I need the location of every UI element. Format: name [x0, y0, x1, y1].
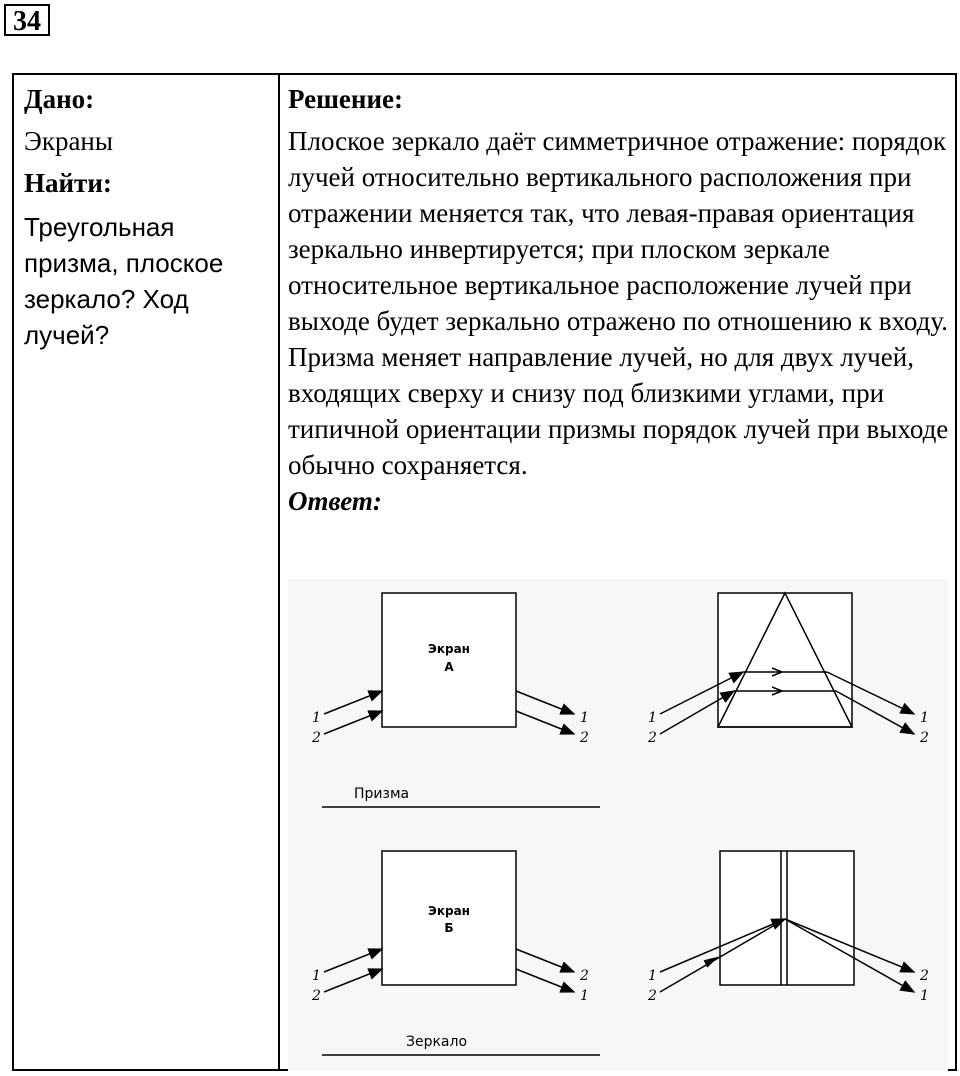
ray-1-in-a: [324, 691, 382, 714]
label-2-in-a: 2: [312, 730, 321, 746]
answer-label: Ответ:: [288, 486, 382, 516]
screen-a-line2: А: [444, 660, 454, 674]
caption-mirror: Зеркало: [406, 1034, 468, 1050]
label-1-in-prism: 1: [648, 710, 657, 726]
label-1-in-mirror: 1: [648, 968, 657, 984]
label-1-out-b: 1: [580, 988, 589, 1004]
screen-a-line1: Экран: [428, 642, 470, 656]
label-2-in-prism: 2: [648, 730, 657, 746]
given-text: Экраны: [24, 126, 114, 156]
column-divider: [278, 75, 280, 1069]
label-1-in-b: 1: [312, 968, 321, 984]
ray-2-in-b: [324, 969, 382, 992]
label-2-out-prism: 2: [920, 730, 929, 746]
label-2-out-mirror: 2: [920, 968, 929, 984]
screen-b-box: [382, 851, 516, 985]
find-heading: Найти:: [24, 168, 112, 198]
given-column: [24, 81, 272, 353]
screen-b-line2: Б: [444, 921, 454, 935]
solution-column: [288, 81, 956, 519]
label-2-in-mirror: 2: [648, 988, 657, 1004]
task-number: 34: [4, 4, 50, 36]
solution-heading: Решение:: [288, 84, 403, 114]
ray-1-in-b: [324, 949, 382, 972]
given-heading: Дано:: [24, 84, 95, 114]
answer-figure: [288, 579, 948, 1071]
prism-box: [718, 593, 852, 727]
ray-2-out-b: [516, 949, 574, 972]
ray-2-in-a: [324, 711, 382, 734]
solution-table: [12, 73, 957, 1071]
ray-2-out-a: [516, 711, 574, 734]
ray-1-out-a: [516, 691, 574, 714]
solution-text: Плоское зеркало даёт симметричное отражение: порядок лучей относительно вертикального расположения при отражении меняется так, что левая-правая ориентация зеркально инвертируется; при плоском зеркале относительное вертикальное расположение лучей при выходе будет зеркально отражено по отношению к входу. Призма меняет направление лучей, но для двух лучей, входящих сверху и снизу под близкими углами, при типичной ориентации призмы порядок лучей при выходе обычно сохраняется.: [288, 126, 949, 480]
label-2-out-a: 2: [580, 730, 589, 746]
label-1-out-a: 1: [580, 710, 589, 726]
label-1-in-a: 1: [312, 710, 321, 726]
screen-b-line1: Экран: [428, 904, 470, 918]
caption-prism: Призма: [354, 786, 410, 802]
label-1-out-prism: 1: [920, 710, 929, 726]
ray-1-out-b: [516, 969, 574, 992]
label-2-in-b: 2: [312, 988, 321, 1004]
ray-diagram: [288, 579, 948, 1071]
label-2-out-b: 2: [580, 968, 589, 984]
find-text: Треугольная призма, плоское зеркало? Ход лучей?: [24, 212, 224, 350]
label-1-out-mirror: 1: [920, 988, 929, 1004]
